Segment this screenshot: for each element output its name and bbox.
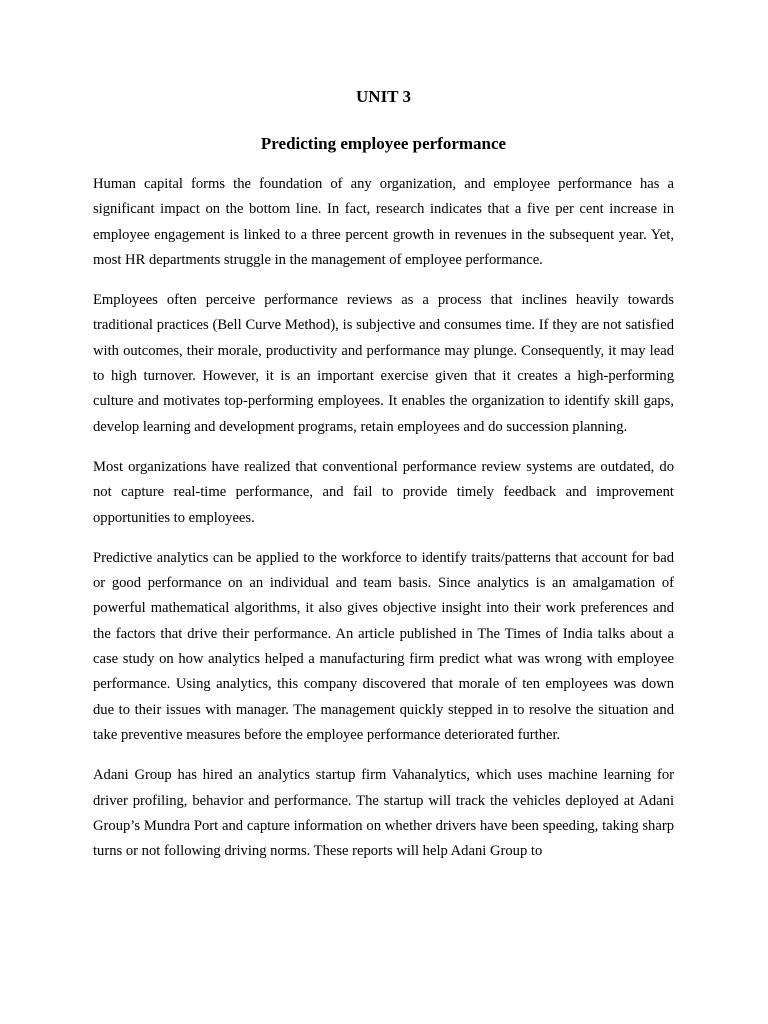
unit-heading: UNIT 3	[356, 87, 411, 106]
paragraph-3: Most organizations have realized that conventional performance review systems are outdated, do not capture real-time performance, and fail to provide timely feedback and improvement opportunities to employees.	[93, 458, 674, 526]
document-title: Predicting employee performance	[260, 134, 507, 153]
paragraph-4: Predictive analytics can be applied to the workforce to identify traits/patterns that account for bad or good performance on an individual and team basis. Since analytics is an amalgamation of powerful mathematical algorithms, it also gives objective insight into their work preferences and the factors that drive their performance. An article published in The Times of India talks about a case study on how analytics helped a manufacturing firm predict what was wrong with employee performance. Using analytics, this company discovered that morale of ten employees was down due to their issues with manager. The management quickly stepped in to resolve the situation and take preventive measures before the employee performance deteriorated further.	[93, 549, 674, 743]
paragraph-2: Employees often perceive performance reviews as a process that inclines heavily towards traditional practices (Bell Curve Method), is subjective and consumes time. If they are not satisfied with outcomes, their morale, productivity and performance may plunge. Consequently, it may lead to high turnover. However, it is an important exercise given that it creates a high-performing culture and motivates top-performing employees. It enables the organization to identify skill gaps, develop learning and development programs, retain employees and do succession planning.	[93, 292, 674, 435]
paragraph-5: Adani Group has hired an analytics startup firm Vahanalytics, which uses machine learning for driver profiling, behavior and performance. The startup will track the vehicles deployed at Adani Group’s Mundra Port and capture information on whether drivers have been speeding, taking sharp turns or not following driving norms. These reports will help Adani Group to	[93, 767, 674, 860]
document-page	[93, 87, 674, 864]
paragraph-1: Human capital forms the foundation of any organization, and employee performance has a significant impact on the bottom line. In fact, research indicates that a five per cent increase in employee engagement is linked to a three percent growth in revenues in the subsequent year. Yet, most HR departments struggle in the management of employee performance.	[93, 176, 674, 268]
